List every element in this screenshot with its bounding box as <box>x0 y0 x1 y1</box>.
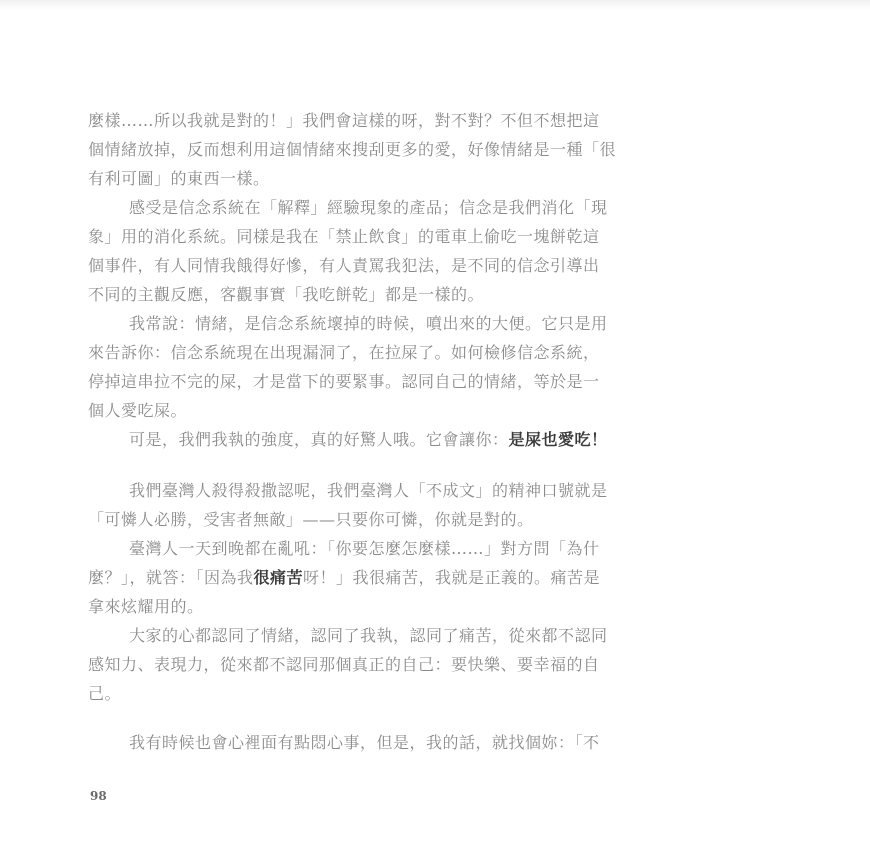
text-line: 象」用的消化系統。同樣是我在「禁止飲食」的電車上偷吃一塊餅乾這 <box>88 227 600 246</box>
text-line: 感受是信念系統在「解釋」經驗現象的產品；信念是我們消化「現 <box>129 198 608 217</box>
top-edge <box>0 0 870 10</box>
text-line <box>88 563 738 592</box>
text-line: 己。 <box>88 684 122 703</box>
text-line: 個情緒放掉，反而想利用這個情緒來搜刮更多的愛，好像情緒是一種「很 <box>88 140 617 159</box>
body-text <box>88 106 738 757</box>
paragraph-gap <box>88 708 738 728</box>
text-span: 麼？」，就答：「因為我 <box>88 568 254 587</box>
text-line: 個人愛吃屎。 <box>88 401 188 420</box>
text-line <box>88 425 738 454</box>
text-line: 我們臺灣人殺得殺撒認呢，我們臺灣人「不成文」的精神口號就是 <box>129 481 608 500</box>
text-line: 有利可圖」的東西一樣。 <box>88 169 270 188</box>
text-line: 停掉這串拉不完的屎，才是當下的要緊事。認同自己的情緒，等於是一 <box>88 372 600 391</box>
text-line: 不同的主觀反應，客觀事實「我吃餅乾」都是一樣的。 <box>88 285 485 304</box>
text-line: 個事件，有人同情我餓得好慘，有人責罵我犯法，是不同的信念引導出 <box>88 256 600 275</box>
text-line: 拿來炫耀用的。 <box>88 597 204 616</box>
text-span: 呀！」我很痛苦，我就是正義的。痛苦是 <box>303 568 601 587</box>
text-line: 來告訴你：信念系統現在出現漏洞了，在拉屎了。如何檢修信念系統， <box>88 343 600 362</box>
emphasis-text: 是屎也愛吃！ <box>508 430 608 449</box>
paragraph-gap <box>88 454 738 476</box>
text-line: 臺灣人一天到晚都在亂吼：「你要怎麼怎麼樣……」對方問「為什 <box>129 539 600 558</box>
emphasis-text: 很痛苦 <box>253 568 304 587</box>
text-line: 麼樣……所以我就是對的！」我們會這樣的呀，對不對？不但不想把這 <box>88 111 600 130</box>
text-line: 「可憐人必勝，受害者無敵」——只要你可憐，你就是對的。 <box>88 510 534 529</box>
page-number: 98 <box>90 789 107 803</box>
text-line: 我常說：情緒，是信念系統壞掉的時候，噴出來的大便。它只是用 <box>129 314 608 333</box>
text-line: 大家的心都認同了情緒，認同了我執，認同了痛苦，從來都不認同 <box>129 626 608 645</box>
text-line: 我有時候也會心裡面有點悶心事，但是，我的話，就找個妳：「不 <box>129 733 600 752</box>
text-line: 感知力、表現力，從來都不認同那個真正的自己：要快樂、要幸福的自 <box>88 655 600 674</box>
text-span: 可是，我們我執的強度，真的好驚人哦。它會讓你： <box>129 430 509 449</box>
